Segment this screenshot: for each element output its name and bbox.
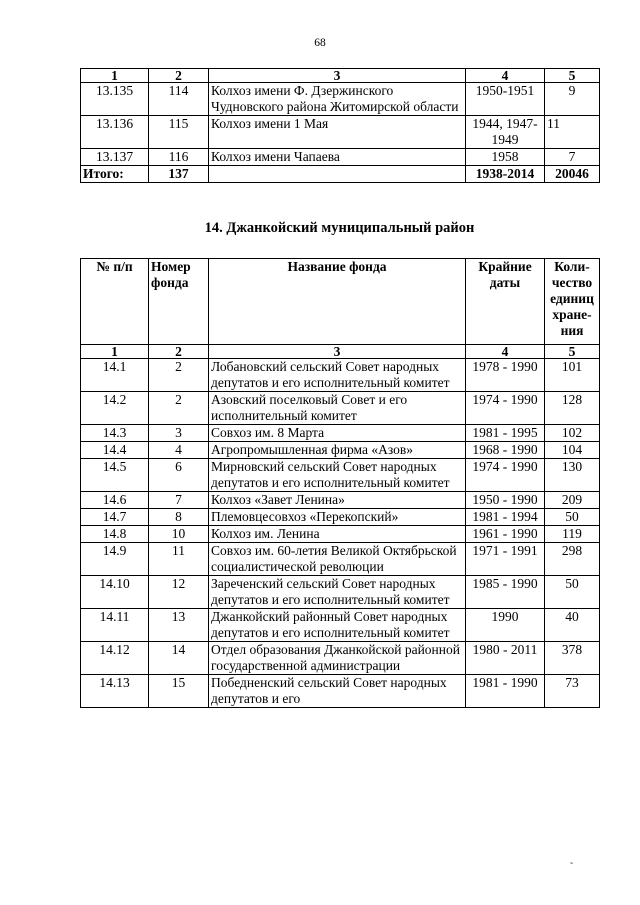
unit-count: 209: [545, 492, 600, 509]
table-row: [81, 116, 600, 149]
fond-number: 12: [149, 576, 209, 609]
row-number: 14.8: [81, 526, 149, 543]
table-row: [81, 509, 600, 526]
row-number: 14.13: [81, 675, 149, 708]
header-num: № п/п: [81, 259, 149, 345]
fond-number: 14: [149, 642, 209, 675]
date-range: 1968 - 1990: [466, 442, 545, 459]
row-number: 14.11: [81, 609, 149, 642]
row-number: 14.3: [81, 425, 149, 442]
fond-name: Лобановский сельский Совет народных депутатов и его исполнительный комитет: [209, 359, 466, 392]
unit-count: 9: [545, 83, 600, 116]
unit-count: 40: [545, 609, 600, 642]
date-range: 1974 - 1990: [466, 459, 545, 492]
fond-name: Колхоз «Завет Ленина»: [209, 492, 466, 509]
date-range: 1958: [466, 149, 545, 166]
fond-number: 11: [149, 543, 209, 576]
total-unit-count: 20046: [545, 166, 600, 183]
fond-number: 2: [149, 392, 209, 425]
table-row: [81, 83, 600, 116]
total-label: Итого:: [81, 166, 149, 183]
fond-name: Колхоз имени 1 Мая: [209, 116, 466, 149]
table-row: [81, 392, 600, 425]
total-row: [81, 166, 600, 183]
row-number: 14.10: [81, 576, 149, 609]
fond-name: Победненский сельский Совет народных депутатов и его: [209, 675, 466, 708]
column-index: 2: [149, 345, 209, 359]
continuation-table: [80, 68, 600, 183]
unit-count: 73: [545, 675, 600, 708]
fond-name: Колхоз имени Ф. Дзержинского Чудновского района Житомирской области: [209, 83, 466, 116]
header-dates: Крайние даты: [466, 259, 545, 345]
unit-count: 101: [545, 359, 600, 392]
row-number: 13.136: [81, 116, 149, 149]
fond-name: Совхоз им. 60-летия Великой Октябрьской социалистической революции: [209, 543, 466, 576]
fond-name: Племовцесовхоз «Перекопский»: [209, 509, 466, 526]
total-fond-count: 137: [149, 166, 209, 183]
row-number: 13.137: [81, 149, 149, 166]
date-range: 1974 - 1990: [466, 392, 545, 425]
corner-mark: ˜: [570, 861, 573, 871]
date-range: 1950 - 1990: [466, 492, 545, 509]
table-row: [81, 543, 600, 576]
row-number: 14.7: [81, 509, 149, 526]
column-index: 5: [545, 69, 600, 83]
table-row: [81, 442, 600, 459]
row-number: 13.135: [81, 83, 149, 116]
row-number: 14.5: [81, 459, 149, 492]
column-index: 5: [545, 345, 600, 359]
header-count: Коли-чество единиц хране-ния: [545, 259, 600, 345]
table-row: [81, 526, 600, 543]
date-range: 1978 - 1990: [466, 359, 545, 392]
fond-number: 7: [149, 492, 209, 509]
table-row: [81, 609, 600, 642]
date-range: 1990: [466, 609, 545, 642]
section-title: 14. Джанкойский муниципальный район: [204, 220, 475, 236]
table-row: [81, 359, 600, 392]
row-number: 14.4: [81, 442, 149, 459]
unit-count: 50: [545, 509, 600, 526]
table-row: [81, 642, 600, 675]
date-range: 1985 - 1990: [466, 576, 545, 609]
fond-name: Отдел образования Джанкойской районной государственной администрации: [209, 642, 466, 675]
fond-number: 10: [149, 526, 209, 543]
fond-name: Зареченский сельский Совет народных депутатов и его исполнительный комитет: [209, 576, 466, 609]
column-index: 4: [466, 69, 545, 83]
row-number: 14.9: [81, 543, 149, 576]
table-row: [81, 576, 600, 609]
fond-name: Азовский поселковый Совет и его исполнительный комитет: [209, 392, 466, 425]
fond-table: [80, 258, 600, 708]
unit-count: 50: [545, 576, 600, 609]
fond-table-body: [81, 359, 600, 708]
unit-count: 378: [545, 642, 600, 675]
column-index: 2: [149, 69, 209, 83]
unit-count: 11: [545, 116, 600, 149]
column-index: 1: [81, 345, 149, 359]
column-index: 4: [466, 345, 545, 359]
header-fond: Номер фонда: [149, 259, 209, 345]
date-range: 1950-1951: [466, 83, 545, 116]
fond-number: 4: [149, 442, 209, 459]
date-range: 1961 - 1990: [466, 526, 545, 543]
row-number: 14.12: [81, 642, 149, 675]
row-number: 14.6: [81, 492, 149, 509]
fond-name: Колхоз им. Ленина: [209, 526, 466, 543]
fond-name: Агропромышленная фирма «Азов»: [209, 442, 466, 459]
fond-name: Мирновский сельский Совет народных депутатов и его исполнительный комитет: [209, 459, 466, 492]
fond-number: 15: [149, 675, 209, 708]
table-row: [81, 675, 600, 708]
fond-number: 8: [149, 509, 209, 526]
table-row: [81, 425, 600, 442]
column-index: 3: [209, 69, 466, 83]
table-row: [81, 149, 600, 166]
column-index-row: [81, 69, 600, 83]
fond-number: 115: [149, 116, 209, 149]
fond-number: 114: [149, 83, 209, 116]
unit-count: 298: [545, 543, 600, 576]
unit-count: 128: [545, 392, 600, 425]
table-row: [81, 492, 600, 509]
column-index-row: [81, 345, 600, 359]
fond-number: 13: [149, 609, 209, 642]
row-number: 14.2: [81, 392, 149, 425]
fond-number: 2: [149, 359, 209, 392]
fond-name: Джанкойский районный Совет народных депутатов и его исполнительный комитет: [209, 609, 466, 642]
header-row: [81, 259, 600, 345]
total-date-range: 1938-2014: [466, 166, 545, 183]
fond-number: 3: [149, 425, 209, 442]
date-range: 1944, 1947-1949: [466, 116, 545, 149]
unit-count: 102: [545, 425, 600, 442]
date-range: 1971 - 1991: [466, 543, 545, 576]
fond-number: 6: [149, 459, 209, 492]
column-index: 3: [209, 345, 466, 359]
fond-name: Совхоз им. 8 Марта: [209, 425, 466, 442]
date-range: 1981 - 1990: [466, 675, 545, 708]
unit-count: 104: [545, 442, 600, 459]
date-range: 1981 - 1994: [466, 509, 545, 526]
unit-count: 130: [545, 459, 600, 492]
date-range: 1981 - 1995: [466, 425, 545, 442]
column-index: 1: [81, 69, 149, 83]
unit-count: 119: [545, 526, 600, 543]
header-name: Название фонда: [209, 259, 466, 345]
table-row: [81, 459, 600, 492]
fond-number: 116: [149, 149, 209, 166]
unit-count: 7: [545, 149, 600, 166]
fond-name: Колхоз имени Чапаева: [209, 149, 466, 166]
total-empty-cell: [209, 166, 466, 183]
page-number: 68: [314, 37, 326, 49]
row-number: 14.1: [81, 359, 149, 392]
date-range: 1980 - 2011: [466, 642, 545, 675]
